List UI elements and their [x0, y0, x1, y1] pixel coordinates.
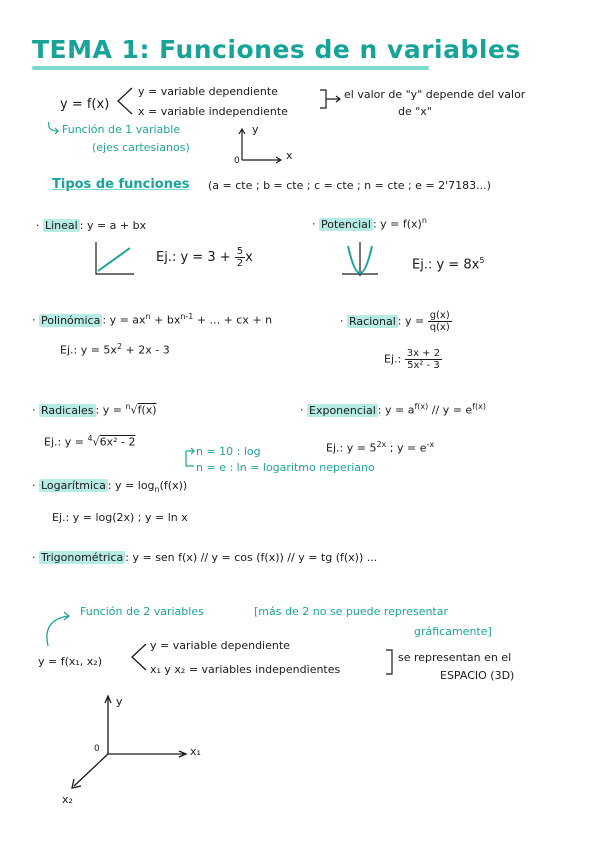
- polinomica-exp-n1: n-1: [180, 312, 194, 321]
- two-var-note-line2: gráficamente]: [414, 625, 492, 638]
- intro-note-line1: el valor de "y" depende del valor: [344, 88, 526, 101]
- log-note-ne: n = e : ln = logaritmo neperiano: [196, 461, 375, 474]
- radicales-example-index: 4: [87, 434, 93, 443]
- potencial-example: y = 8x: [436, 257, 480, 273]
- two-var-note-line1: se representan en el: [398, 651, 512, 664]
- radicales-formula: y =: [102, 403, 126, 417]
- racional-example-prefix: Ej.:: [384, 352, 402, 366]
- axis-y-label: y: [252, 123, 259, 136]
- linear-graph-icon: [92, 240, 136, 278]
- exponencial-exp1: f(x): [414, 402, 429, 411]
- axis-3d-x1-label: x₁: [190, 745, 201, 758]
- potencial-label: Potencial: [321, 217, 371, 231]
- lineal-example: y = 3 +: [180, 250, 231, 265]
- exponencial-label: Exponencial: [309, 403, 376, 417]
- polinomica-exp-n: n: [145, 312, 151, 321]
- polinomica-example: Ej.: y = 5x: [60, 343, 117, 357]
- potencial-example-prefix: Ej.:: [412, 257, 433, 273]
- lineal-formula: y = a + bx: [86, 219, 147, 232]
- curved-arrow-icon: [46, 122, 62, 136]
- polinomica-part2: + bx: [154, 313, 181, 327]
- trigonometrica-formula: y = sen f(x) // y = cos (f(x)) // y = tg (f(x)) ...: [132, 551, 378, 564]
- two-var-note-line1: [más de 2 no se puede representar: [254, 605, 449, 618]
- two-var-independent: x₁ y x₂ = variables independientes: [150, 663, 341, 676]
- bracket-icon: [384, 648, 398, 678]
- logaritmica-example: y = log(2x) ; y = ln x: [72, 511, 188, 524]
- exponencial-example: y = 5: [346, 441, 377, 455]
- radicales-label: Radicales: [41, 403, 94, 417]
- axis-3d-origin-label: 0: [94, 744, 100, 754]
- bullet: ·: [36, 219, 43, 232]
- axis-3d-x2-label: x₂: [62, 793, 73, 806]
- two-var-lhs: y = f(x₁, x₂): [38, 655, 103, 668]
- one-variable-label: Función de 1 variable: [62, 123, 181, 136]
- page-title: TEMA 1: Funciones de n variables: [32, 35, 521, 64]
- axis-x-label: x: [286, 149, 293, 162]
- radicales-example: y =: [64, 435, 84, 449]
- curved-arrow-up-icon: [40, 608, 74, 648]
- exponencial-formula: y = a: [385, 403, 415, 417]
- title-underline: [32, 66, 429, 70]
- radicales-radicand: f(x): [137, 403, 157, 417]
- exponencial-exp2: f(x): [472, 402, 486, 411]
- notes-page: TEMA 1: Funciones de n variables y = f(x) y = variable dependiente x = variable independiente el valor de "y" depende del valor de "x" Función de 1 variable (ejes cartesianos) y x 0 Tipos de funciones (a = cte ; b = cte ; c = cte ; n = cte ; e = 2'7183...) · Lineal : y = a + bx Ej.: y = 3 + $\frac{5}{2}$ x · Potencial : $y = f(x)^n$ Ej.: $y = 8x^5$ · Polinómica : $y = ax^n + bx^{n-1}$ + ... + cx + n Ej.: $y = 5x^2 + 2x - 3$ · Racional : y = $\frac{g(x)}{q(x)}$ Ej.: $\frac{3x + 2}{\text{5x² - 3}}$ · Radicales : y = $^n$√f(x) Ej.: y = $^4$√6x² - 2 · Exponencial : $y = a^{f(x)} // y = e^{f(x)}$ Ej.: $y = 5^{2x}$ ; $y = e^{-x}$ n = 10 : log n = e : ln = logaritmo neperiano · Logarítmica : $y = \log_n(f(x))$ Ej.: y = log(2x) ; y = ln x · Trigonométrica : y = sen f(x) // y = cos (f(x)) // y = tg (f(x)) ... Función de 2 variables [más de 2 no se puede representar gráficamente] y = f(x₁, x₂) y = variable dependiente x₁ y x₂ = variables independientes se representan en el ESPACIO (3D) y x₁ x₂ 0: [0, 0, 600, 848]
- logaritmica-arg: (f(x)): [159, 479, 188, 492]
- sqrt-icon: √: [130, 403, 138, 417]
- lineal-label: Lineal: [45, 219, 78, 232]
- exponencial-example-exp: 2x: [376, 440, 387, 449]
- lineal-example-num: 5: [236, 246, 244, 257]
- axis-3d-y-label: y: [116, 695, 123, 708]
- intro-dependent: y = variable dependiente: [138, 85, 278, 98]
- exponencial-example2: ; y = e: [389, 441, 427, 455]
- polinomica-label: Polinómica: [41, 313, 101, 327]
- polinomica-formula: y = ax: [109, 313, 146, 327]
- two-var-dependent: y = variable dependiente: [150, 639, 290, 652]
- lineal-example-den: 2: [236, 258, 244, 269]
- sqrt-icon: √: [92, 435, 100, 449]
- exponencial-example-prefix: Ej.:: [326, 441, 344, 455]
- log-notes-arrow-icon: [176, 446, 196, 472]
- polinomica-example-rest: + 2x - 3: [125, 343, 170, 357]
- polinomica-part3: + ... + cx + n: [196, 313, 273, 327]
- left-brace-icon: [128, 642, 148, 672]
- axis-origin-label: 0: [234, 156, 240, 166]
- racional-formula: y =: [404, 314, 425, 328]
- parabola-graph-icon: [340, 240, 380, 280]
- logaritmica-formula: y = log: [115, 479, 155, 492]
- types-heading: Tipos de funciones: [52, 177, 190, 192]
- racional-den: q(x): [429, 322, 450, 333]
- exponencial-sep: //: [431, 403, 440, 417]
- two-var-note-line2: ESPACIO (3D): [440, 669, 515, 682]
- intro-note-line2: de "x": [398, 105, 432, 118]
- intro-independent: x = variable independiente: [138, 105, 288, 118]
- racional-label: Racional: [349, 314, 396, 328]
- two-var-heading: Función de 2 variables: [80, 605, 204, 618]
- types-constants: (a = cte ; b = cte ; c = cte ; n = cte ; e = 2'7183...): [208, 179, 491, 192]
- exponencial-formula2: y = e: [442, 403, 473, 417]
- intro-lhs: y = f(x): [60, 97, 110, 112]
- potencial-exp: n: [421, 216, 427, 225]
- trigonometrica-label: Trigonométrica: [41, 551, 124, 564]
- logaritmica-label: Logarítmica: [41, 479, 106, 492]
- racional-example-num: 3x + 2: [406, 348, 441, 359]
- potencial-formula: y = f(x): [380, 217, 422, 231]
- lineal-example-var: x: [245, 250, 253, 265]
- left-brace-icon: [114, 86, 134, 116]
- polinomica-example-exp: 2: [116, 342, 123, 351]
- cartesian-axes-label: (ejes cartesianos): [92, 141, 190, 154]
- racional-num: g(x): [429, 310, 450, 321]
- exponencial-example2-exp: -x: [426, 440, 435, 449]
- log-note-n10: n = 10 : log: [196, 445, 261, 458]
- logaritmica-example-prefix: Ej.:: [52, 511, 70, 524]
- radicales-example-radicand: 6x² - 2: [99, 435, 136, 449]
- lineal-example-prefix: Ej.:: [156, 250, 177, 265]
- potencial-example-exp: 5: [479, 256, 485, 265]
- radicales-root-index: n: [125, 402, 131, 411]
- racional-example-den: 5x² - 3: [407, 360, 440, 371]
- logaritmica-base: n: [154, 485, 160, 495]
- radicales-example-prefix: Ej.:: [44, 435, 62, 449]
